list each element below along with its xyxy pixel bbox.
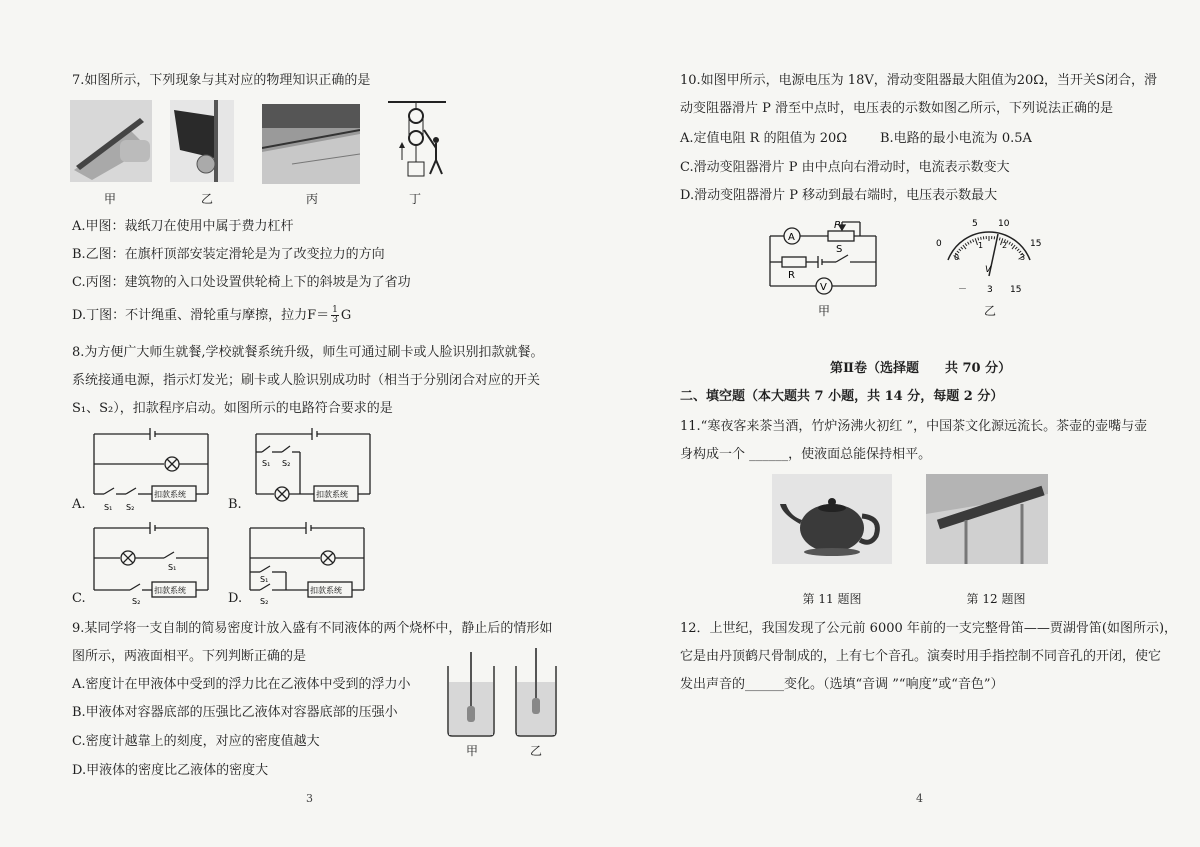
meter-inner-2: 2 [1002,241,1008,250]
dial-tick [968,242,970,245]
q10-caption-yi: 乙 [983,304,996,318]
q11-line-1: 11.“寒夜客来茶当酒，竹炉汤沸火初红 ”，中国茶文化源远流长。茶壶的壶嘴与壶 [680,419,1148,434]
dial-tick [959,249,961,251]
q9-option-d: D.甲液体的密度比乙液体的密度大 [72,763,269,778]
q10-option-c: C.滑动变阻器滑片 P 由中点向右滑动时，电流表示数变大 [680,160,1010,175]
dial-tick [965,243,967,245]
ammeter-label: A [788,232,795,243]
q11-line-2: 身构成一个 ______，使液面总能保持相平。 [680,447,932,462]
circuit-b-box: 扣款系统 [316,490,348,499]
section-title: 第Ⅱ卷（选择题 共 70 分） [830,361,1012,376]
meter-inner-3: 3 [1020,253,1026,262]
circuit-c-s1: S₁ [168,563,177,572]
q8-line-2: 系统接通电源，指示灯发光；刷卡或人脸识别成功时（相当于分别闭合对应的开关 [72,373,541,388]
section-heading: 二、填空题（本大题共 7 小题，共 14 分，每题 2 分） [680,389,1004,404]
q8-line-3: S₁、S₂），扣款程序启动。如图所示的电路符合要求的是 [72,401,393,416]
q12-line-3: 发出声音的______变化。（选填“音调 ”“响度”或“音色”） [680,677,1004,692]
circuit-d-box: 扣款系统 [310,586,342,595]
dial-tick [1017,249,1019,251]
q7-option-d-suffix: G [340,308,352,323]
q7-stem: 7.如图所示，下列现象与其对应的物理知识正确的是 [72,73,371,88]
q7-caption-bing: 丙 [305,192,318,206]
switch-s-label: S [836,244,843,255]
circuit-d-diagram [246,518,376,608]
beaker-caption-yi: 乙 [529,744,542,758]
circuit-c-diagram [90,518,220,608]
paper-cutter-photo [70,100,152,182]
q7-option-d-prefix: D.丁图：不计绳重、滑轮重与摩擦，拉力F＝ [72,308,330,323]
voltmeter-label: V [820,282,827,293]
beakers-diagram [440,648,560,740]
circuit-a-box: 扣款系统 [154,490,186,499]
q7-option-c: C.丙图：建筑物的入口处设置供轮椅上下的斜坡是为了省功 [72,275,411,290]
q10-line-1: 10.如图甲所示，电源电压为 18V，滑动变阻器最大阻值为20Ω，当开关S闭合，滑 [680,73,1157,88]
q9-line-2: 图所示，两液面相平。下列判断正确的是 [72,649,307,664]
page-number-right: 4 [916,792,923,805]
flagpole-pulley-photo [170,100,234,182]
dial-tick [978,238,979,241]
pulley-block-diagram [388,100,452,186]
circuit-d-label: D. [228,591,243,606]
q10-option-d: D.滑动变阻器滑片 P 移动到最右端时，电压表示数最大 [680,188,998,203]
circuit-c-s2: S₂ [132,597,141,606]
photo-caption-12: 第 12 题图 [966,592,1026,606]
q7-option-a: A.甲图：裁纸刀在使用中属于费力杠杆 [72,219,294,234]
q10-line-2: 动变阻器滑片 P 滑至中点时，电压表的示数如图乙所示，下列说法正确的是 [680,101,1114,116]
fraction-one-third: $\frac{1}{3}$ [332,305,338,325]
circuit-c-label: C. [72,591,86,606]
q9-option-a: A.密度计在甲液体中受到的浮力比在乙液体中受到的浮力小 [72,677,411,692]
terminal-minus: － [958,285,968,295]
q9-option-c: C.密度计越靠上的刻度，对应的密度值越大 [72,734,320,749]
q8-line-1: 8.为方便广大师生就餐,学校就餐系统升级，师生可通过刷卡或人脸识别扣款就餐。 [72,345,544,360]
q10-option-b: B.电路的最小电流为 0.5A [880,131,1032,146]
dial-tick [1012,245,1015,249]
circuit-d-s1: S₁ [260,575,269,584]
voltmeter-dial [934,216,1044,302]
circuit-a-s2: S₂ [126,503,135,512]
dial-tick [973,239,974,242]
meter-inner-0: 0 [954,253,960,262]
right-page [600,0,1200,847]
meter-unit: V [985,265,992,275]
dial-tick [1011,243,1013,245]
terminal-15: 15 [1010,285,1022,295]
meter-right-15: 15 [1030,239,1042,249]
meter-top-10: 10 [998,219,1010,229]
q10-option-a: A.定值电阻 R 的阻值为 20Ω [680,131,848,146]
q12-line-2: 它是由丹顶鹤尺骨制成的，上有七个音孔。演奏时用手指控制不同音孔的开闭，使它 [680,649,1162,664]
q10-circuit-diagram [764,218,884,302]
dial-tick [1015,247,1017,249]
circuit-a-label: A. [72,497,86,512]
slider-p-label: P [834,220,841,231]
circuit-a-s1: S₁ [104,503,113,512]
q9-line-1: 9.某同学将一支自制的简易密度计放入盛有不同液体的两个烧杯中，静止后的情形如 [72,621,553,636]
q12-line-1: 12．上世纪，我国发现了公元前 6000 年前的一支完整骨笛——贾湖骨笛(如图所示)， [680,621,1178,636]
meter-left-0: 0 [936,239,942,249]
q7-option-b: B.乙图：在旗杆顶部安装定滑轮是为了改变拉力的方向 [72,247,385,262]
q7-option-d [72,306,351,325]
q7-caption-yi: 乙 [200,192,213,206]
meter-inner-1: 1 [978,241,984,250]
circuit-b-s1: S₁ [262,459,271,468]
bone-flute-photo [926,474,1048,564]
circuit-b-label: B. [228,497,242,512]
q10-caption-jia: 甲 [817,304,830,318]
beaker-caption-jia: 甲 [465,744,478,758]
dial-tick [970,241,971,244]
wheelchair-ramp-photo [262,104,360,184]
dial-tick [999,238,1000,241]
page-number-left: 3 [306,792,313,805]
dial-tick [961,247,963,249]
circuit-c-box: 扣款系统 [154,586,186,595]
teapot-photo [772,474,892,564]
beaker-yi [516,648,556,736]
circuit-d-s2: S₂ [260,597,269,606]
terminal-3: 3 [987,285,993,295]
beaker-jia [448,652,494,736]
dial-tick [1009,242,1011,245]
circuit-b-diagram [252,424,382,514]
q7-caption-jia: 甲 [103,192,116,206]
q9-option-b: B.甲液体对容器底部的压强比乙液体对容器底部的压强小 [72,705,398,720]
photo-caption-11: 第 11 题图 [802,592,862,606]
circuit-b-s2: S₂ [282,459,291,468]
circuit-a-diagram [90,424,220,514]
meter-top-5: 5 [972,219,978,229]
resistor-r-label: R [788,270,795,281]
q7-caption-ding: 丁 [408,192,421,206]
dial-tick [981,237,982,240]
dial-tick [963,245,966,249]
